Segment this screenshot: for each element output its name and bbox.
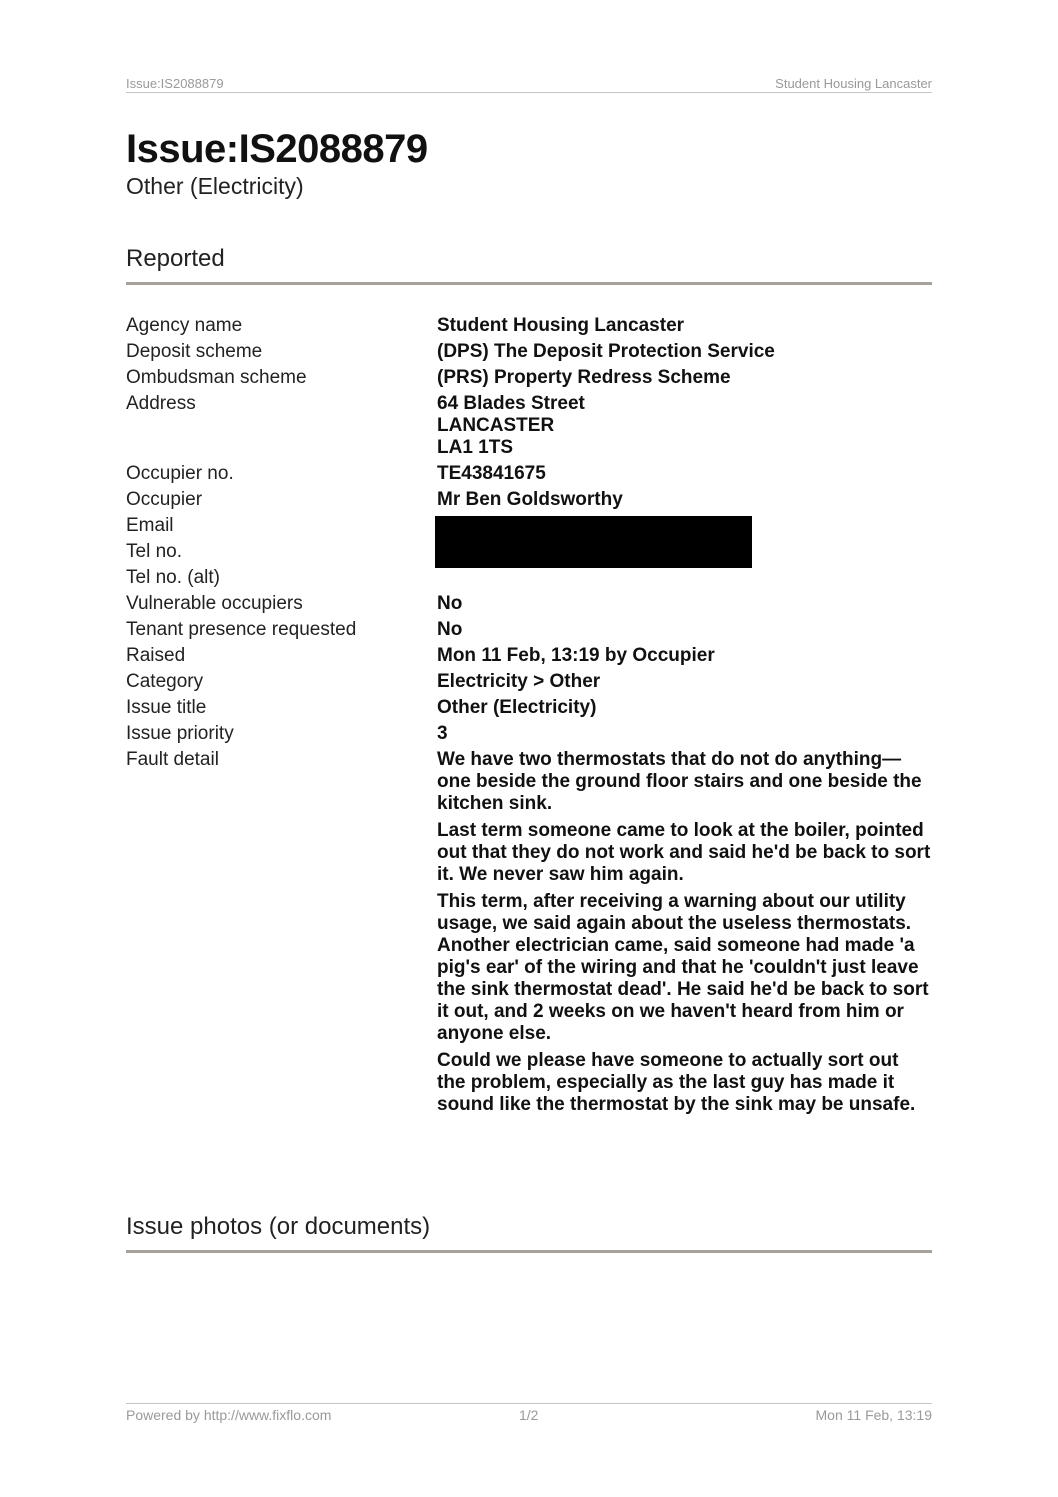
row-label: Agency name: [126, 315, 243, 336]
row-occupier-no: [126, 463, 932, 485]
fault-paragraph: Last term someone came to look at the boiler, pointed out that they do not work and said he'd be back to sort it. We never saw him again.: [437, 820, 931, 885]
row-label: Fault detail: [126, 749, 219, 770]
row-label: Address: [126, 393, 196, 414]
row-value: [437, 393, 932, 459]
row-deposit: [126, 341, 932, 363]
row-label: Vulnerable occupiers: [126, 593, 303, 614]
row-label: Category: [126, 671, 204, 692]
page-title: Issue:IS2088879: [126, 127, 428, 171]
header-issue-ref: Issue:IS2088879: [126, 76, 224, 91]
row-value: No: [437, 593, 463, 614]
row-label: Issue priority: [126, 723, 234, 744]
address-line: LA1 1TS: [437, 437, 514, 458]
row-value: [437, 567, 932, 589]
row-value: No: [437, 619, 463, 640]
row-label: Deposit scheme: [126, 341, 263, 362]
row-value: Electricity > Other: [437, 671, 601, 692]
row-tel-alt: [126, 567, 932, 589]
row-label: Occupier no.: [126, 463, 234, 484]
row-raised: [126, 645, 932, 667]
row-value: Student Housing Lancaster: [437, 315, 685, 336]
row-address: [126, 393, 932, 459]
address-line: LANCASTER: [437, 415, 555, 436]
section-heading-reported: Reported: [126, 244, 932, 285]
page-footer: [126, 1403, 932, 1426]
row-vulnerable: [126, 593, 932, 615]
row-category: [126, 671, 932, 693]
row-value: Other (Electricity): [437, 697, 597, 718]
row-value: (DPS) The Deposit Protection Service: [437, 341, 775, 362]
row-value: TE43841675: [437, 463, 546, 484]
row-label: Issue title: [126, 697, 207, 718]
row-value: (PRS) Property Redress Scheme: [437, 367, 731, 388]
footer-page-number: 1/2: [519, 1407, 539, 1423]
page-subtitle: Other (Electricity): [126, 173, 304, 199]
row-value: [437, 749, 932, 1121]
row-agency: [126, 315, 932, 337]
row-issue-title: [126, 697, 932, 719]
row-label: Raised: [126, 645, 186, 666]
fault-paragraph: We have two thermostats that do not do anything—one beside the ground floor stairs and one beside the kitchen sink.: [437, 749, 922, 814]
row-label: Email: [126, 515, 174, 536]
row-value: Mon 11 Feb, 13:19 by Occupier: [437, 645, 715, 666]
row-label: Tel no. (alt): [126, 567, 220, 588]
row-label: Tel no.: [126, 541, 182, 562]
row-label: Occupier: [126, 489, 203, 510]
row-occupier: [126, 489, 932, 511]
header-agency: Student Housing Lancaster: [775, 76, 932, 91]
row-label: Tenant presence requested: [126, 619, 357, 640]
fault-paragraph: Could we please have someone to actually sort out the problem, especially as the last guy has made it sound like the thermostat by the sink may be unsafe.: [437, 1050, 916, 1115]
footer-powered-by: Powered by http://www.fixflo.com: [126, 1407, 332, 1423]
details-table: [126, 315, 932, 1125]
row-value: Mr Ben Goldsworthy: [437, 489, 623, 510]
section-heading-photos: Issue photos (or documents): [126, 1212, 932, 1253]
fault-paragraph: This term, after receiving a warning about our utility usage, we said again about the useless thermostats. Another electrician came, said someone had made 'a pig's ear' of the wiring and that he 'couldn't just leave the sink thermostat dead'. He said he'd be back to sort it out, and 2 weeks on we haven't heard from him or anyone else.: [437, 891, 929, 1044]
row-value: 3: [437, 723, 448, 744]
address-line: 64 Blades Street: [437, 393, 585, 414]
row-priority: [126, 723, 932, 745]
row-fault: [126, 749, 932, 1121]
redaction-block: [435, 516, 752, 568]
row-label: Ombudsman scheme: [126, 367, 307, 388]
row-presence: [126, 619, 932, 641]
footer-timestamp: Mon 11 Feb, 13:19: [815, 1407, 932, 1423]
row-ombudsman: [126, 367, 932, 389]
page-header: [126, 76, 932, 93]
